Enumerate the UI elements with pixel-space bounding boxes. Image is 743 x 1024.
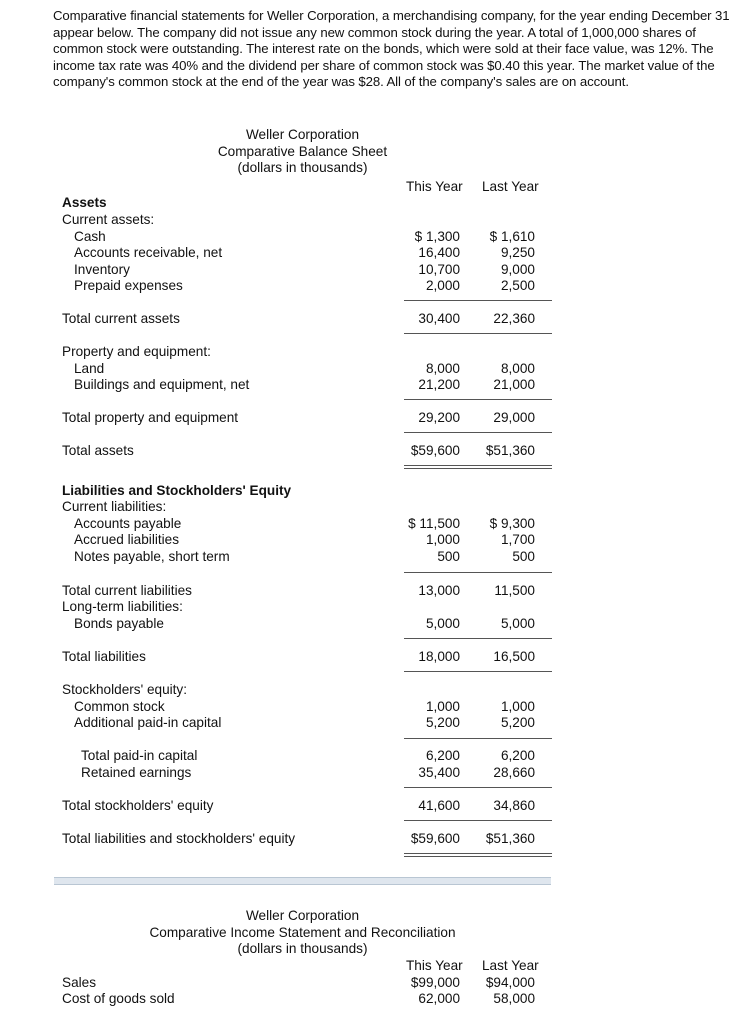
total-current-liabilities-this-year: 13,000 [418,583,460,598]
buildings-this-year: 21,200 [418,377,460,392]
is-col-last-year: Last Year [482,958,539,973]
long-term-liabilities-heading: Long-term liabilities: [62,599,183,614]
total-se-label: Total stockholders' equity [62,798,214,813]
stockholders-equity-heading: Stockholders' equity: [62,682,188,697]
rule-before-total-current-assets [404,300,552,301]
total-le-last-year: $51,360 [485,831,535,846]
ar-this-year: 16,400 [418,245,460,260]
accrued-liabilities-label: Accrued liabilities [74,532,180,547]
bonds-payable-label: Bonds payable [74,616,164,631]
sales-last-year: $94,000 [485,975,535,990]
apic-last-year: 5,200 [500,715,535,730]
accounts-payable-label: Accounts payable [74,516,182,531]
property-equipment-heading: Property and equipment: [62,344,211,359]
total-liabilities-label: Total liabilities [62,649,146,664]
buildings-label: Buildings and equipment, net [74,377,250,392]
total-se-last-year: 34,860 [493,798,535,813]
liabilities-equity-heading: Liabilities and Stockholders' Equity [62,483,292,498]
total-current-liabilities-label: Total current liabilities [62,583,192,598]
balance-sheet-company: Weller Corporation [245,127,360,142]
total-le-label: Total liabilities and stockholders' equity [62,831,296,846]
total-assets-last-year: $51,360 [485,443,535,458]
cogs-label: Cost of goods sold [62,991,175,1006]
common-stock-this-year: 1,000 [425,699,460,714]
total-property-last-year: 29,000 [493,410,535,425]
rule-before-total-paid-in [404,738,552,739]
rule-before-total-liabilities [404,638,552,639]
buildings-last-year: 21,000 [493,377,535,392]
total-liabilities-last-year: 16,500 [493,649,535,664]
rule-after-total-current-assets [404,333,552,334]
total-current-liabilities-last-year: 11,500 [494,583,535,598]
income-statement-name: Comparative Income Statement and Reconciliation [149,924,456,940]
section-separator [54,877,551,885]
total-assets-label: Total assets [62,443,134,458]
cash-label: Cash [74,229,106,244]
land-label: Land [74,361,105,376]
total-se-this-year: 41,600 [418,798,460,813]
common-stock-last-year: 1,000 [500,699,535,714]
total-current-assets-last-year: 22,360 [493,311,535,326]
bs-col-this-year: This Year [406,179,463,194]
balance-sheet-units: (dollars in thousands) [237,160,368,176]
total-paid-in-last-year: 6,200 [500,748,535,763]
retained-earnings-this-year: 35,400 [418,765,460,780]
prepaid-this-year: 2,000 [425,278,460,293]
cash-last-year: $ 1,610 [489,229,535,244]
notes-payable-label: Notes payable, short term [74,549,230,564]
total-current-assets-label: Total current assets [62,311,180,326]
accounts-payable-last-year: $ 9,300 [489,516,535,531]
current-liabilities-heading: Current liabilities: [62,499,167,514]
land-this-year: 8,000 [425,361,460,376]
accounts-payable-this-year: $ 11,500 [408,516,460,531]
total-paid-in-label: Total paid-in capital [81,748,198,763]
bonds-payable-last-year: 5,000 [500,616,535,631]
problem-intro-text: Comparative financial statements for Weller Corporation, a merchandising company, for the year ending December 31 appear below. The company did not issue any new common stock during the year. A total of 1,000,000 shares of common stock were outstanding. The interest rate on the bonds, which were sold at their face value, was 12%. The income tax rate was 40% and the dividend per share of common stock was $0.40 this year. The market value of the company's common stock at the end of the year was $28. All of the company's sales are on account. [53,8,730,90]
sales-label: Sales [62,975,97,990]
accrued-liabilities-this-year: 1,000 [425,532,460,547]
inventory-last-year: 9,000 [500,262,535,277]
double-rule-total-assets-2 [404,468,552,469]
balance-sheet-name: Comparative Balance Sheet [217,143,388,159]
total-paid-in-this-year: 6,200 [425,748,460,763]
inventory-this-year: 10,700 [418,262,460,277]
sales-this-year: $99,000 [410,975,460,990]
notes-payable-last-year: 500 [512,549,535,564]
double-rule-total-le-1 [404,853,552,854]
double-rule-total-assets-1 [404,465,552,466]
common-stock-label: Common stock [74,699,165,714]
bonds-payable-this-year: 5,000 [425,616,460,631]
cogs-last-year: 58,000 [493,991,535,1006]
notes-payable-this-year: 500 [437,549,460,564]
rule-before-total-se [404,787,552,788]
rule-before-total-le [404,820,552,821]
bs-col-last-year: Last Year [482,179,539,194]
apic-this-year: 5,200 [425,715,460,730]
prepaid-label: Prepaid expenses [74,278,183,293]
income-statement-units: (dollars in thousands) [237,941,368,957]
rule-before-total-assets [404,432,552,433]
cogs-this-year: 62,000 [418,991,460,1006]
retained-earnings-last-year: 28,660 [493,765,535,780]
assets-heading: Assets [62,195,107,210]
total-liabilities-this-year: 18,000 [418,649,460,664]
is-col-this-year: This Year [406,958,463,973]
inventory-label: Inventory [74,262,130,277]
cash-this-year: $ 1,300 [414,229,460,244]
income-statement-company: Weller Corporation [245,908,360,923]
total-assets-this-year: $59,600 [410,443,460,458]
total-property-this-year: 29,200 [418,410,460,425]
total-le-this-year: $59,600 [410,831,460,846]
total-current-assets-this-year: 30,400 [418,311,460,326]
accrued-liabilities-last-year: 1,700 [500,532,535,547]
ar-label: Accounts receivable, net [74,245,223,260]
land-last-year: 8,000 [500,361,535,376]
rule-after-total-liabilities [404,671,552,672]
ar-last-year: 9,250 [500,245,535,260]
retained-earnings-label: Retained earnings [81,765,192,780]
total-property-label: Total property and equipment [62,410,239,425]
apic-label: Additional paid-in capital [74,715,222,730]
prepaid-last-year: 2,500 [500,278,535,293]
double-rule-total-le-2 [404,856,552,857]
rule-before-total-current-liabilities [404,572,552,573]
current-assets-heading: Current assets: [62,212,155,227]
balance-sheet-title [200,127,405,177]
income-statement-title [120,908,485,958]
rule-before-total-property [404,399,552,400]
